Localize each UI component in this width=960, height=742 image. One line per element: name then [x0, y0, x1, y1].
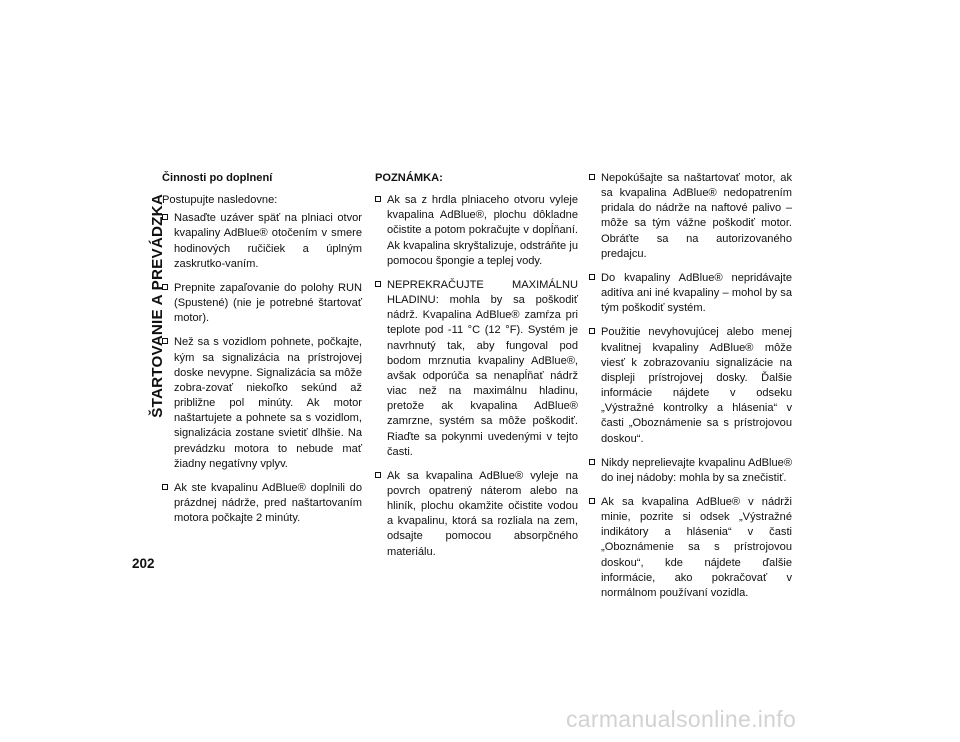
list-item: Ak sa z hrdla plniaceho otvoru vyleje kvapalina AdBlue®, plochu dôkladne očistite a potom pokračujte v dopĺňaní. Ak kvapalina skryštalizuje, odstráňte ju pomocou špongie a teplej vody.	[375, 193, 578, 269]
warning-list	[589, 171, 792, 601]
column-2	[375, 171, 578, 569]
list-item: Ak ste kvapalinu AdBlue® doplnili do prázdnej nádrže, pred naštartovaním motora počkajte 2 minúty.	[162, 481, 362, 526]
steps-list	[162, 211, 362, 526]
list-item: Do kvapaliny AdBlue® nepridávajte aditíva ani iné kvapaliny – mohol by sa tým poškodiť systém.	[589, 271, 792, 316]
list-item: Než sa s vozidlom pohnete, počkajte, kým sa signalizácia na prístrojovej doske nevypne. Signalizácia sa môže zobra-zovať niekoľko sekúnd až približne pol minúty. Ak motor naštartujete a pohnete sa s vozidlom, signalizácia zostane svietiť dlhšie. Na prevádzku motora to nebude mať žiadny negatívny vplyv.	[162, 335, 362, 471]
square-bullet-icon	[375, 196, 381, 202]
square-bullet-icon	[375, 472, 381, 478]
column-1	[162, 171, 362, 535]
square-bullet-icon	[162, 214, 168, 220]
list-item: Nikdy neprelievajte kvapalinu AdBlue® do inej nádoby: mohla by sa znečistiť.	[589, 456, 792, 486]
square-bullet-icon	[162, 284, 168, 290]
section-title: ŠTARTOVANIE A PREVÁDZKA	[148, 194, 166, 418]
list-item: Ak sa kvapalina AdBlue® v nádrži minie, pozrite si odsek „Výstražné indikátory a hlásenia“ v časti „Oboznámenie sa s prístrojovou doskou“, kde nájdete ďalšie informácie, ako pokračovať v normálnom používaní vozidla.	[589, 495, 792, 601]
square-bullet-icon	[589, 274, 595, 280]
square-bullet-icon	[589, 174, 595, 180]
list-item: Prepnite zapaľovanie do polohy RUN (Spustené) (nie je potrebné štartovať motor).	[162, 281, 362, 326]
list-item: Použitie nevyhovujúcej alebo menej kvalitnej kvapaliny AdBlue® môže viesť k zobrazovaniu signalizácie na displeji prístrojovej dosky. Ďalšie informácie nájdete v odseku „Výstražné kontrolky a hlásenia“ v časti „Oboznámenie sa s prístrojovou doskou“.	[589, 325, 792, 446]
square-bullet-icon	[375, 281, 381, 287]
watermark: carmanualsonline.info	[566, 706, 797, 732]
list-item: NEPREKRAČUJTE MAXIMÁLNU HLADINU: mohla by sa poškodiť nádrž. Kvapalina AdBlue® zamŕza pri teplote pod -11 °C (12 °F). Systém je navrhnutý tak, aby fungoval pod bodom mrznutia kvapaliny AdBlue®, avšak odporúča sa nenapĺňať nádrž viac než na maximálnu hladinu, pretože ak kvapalina AdBlue® zamrzne, systém sa môže poškodiť. Riaďte sa pokynmi uvedenými v tejto časti.	[375, 278, 578, 460]
section-heading: Činnosti po doplnení	[162, 172, 273, 184]
square-bullet-icon	[589, 498, 595, 504]
column-3	[589, 171, 792, 610]
note-list	[375, 193, 578, 560]
square-bullet-icon	[162, 338, 168, 344]
page-number: 202	[132, 556, 155, 571]
square-bullet-icon	[162, 484, 168, 490]
list-item: Ak sa kvapalina AdBlue® vyleje na povrch opatrený náterom alebo na hliník, plochu okamžite očistite vodou a kvapalinu, ktorá sa rozliala na zem, odsajte pomocou absorpčného materiálu.	[375, 469, 578, 560]
list-item: Nepokúšajte sa naštartovať motor, ak sa kvapalina AdBlue® nedopatrením pridala do nádrže na naftové palivo – môže sa tým vážne poškodiť motor. Obráťte sa na autorizovaného predajcu.	[589, 171, 792, 262]
list-item: Nasaďte uzáver späť na plniaci otvor kvapaliny AdBlue® otočením v smere hodinových ručičiek a úplným zaskrutko-vaním.	[162, 211, 362, 272]
note-heading: POZNÁMKA:	[375, 172, 443, 184]
square-bullet-icon	[589, 328, 595, 334]
intro-text: Postupujte nasledovne:	[162, 194, 278, 207]
square-bullet-icon	[589, 459, 595, 465]
